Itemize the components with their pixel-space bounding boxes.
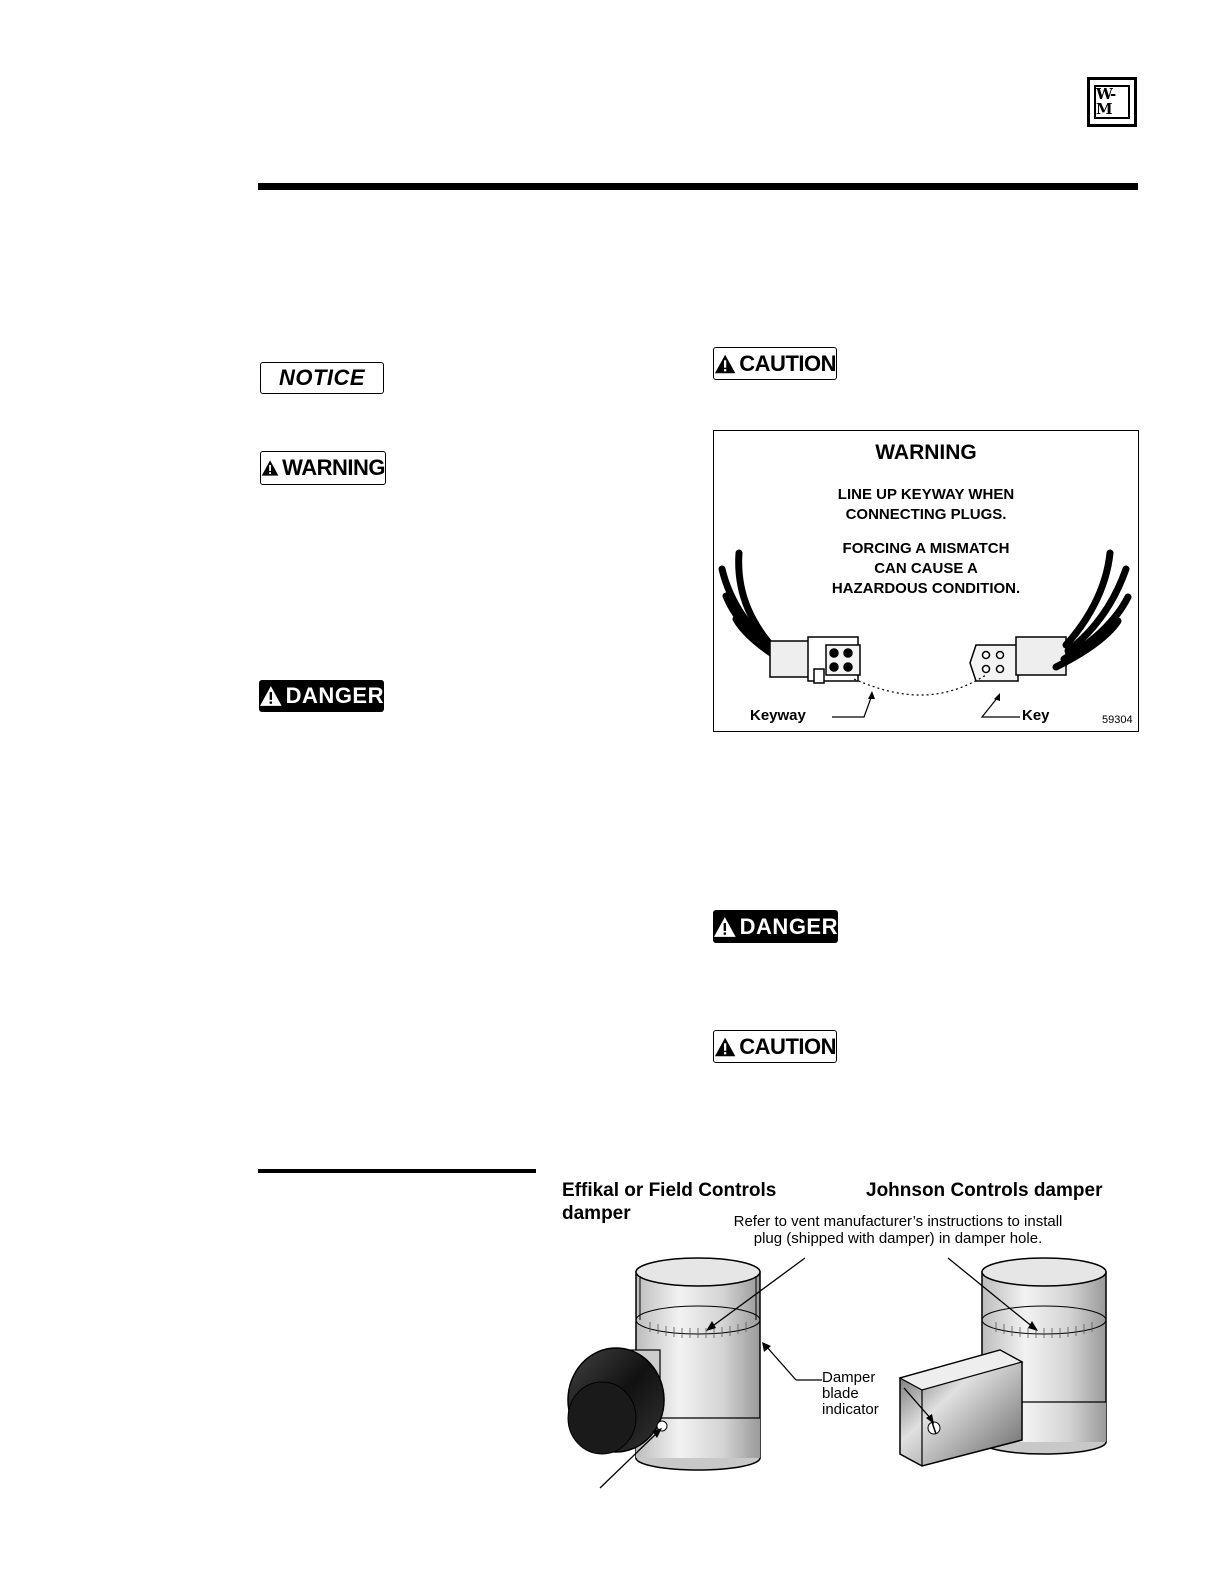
- instruction-line: Refer to vent manufacturer’s instructions to install: [733, 1213, 1063, 1230]
- danger-label: DANGER: [739, 913, 838, 939]
- indicator-line: blade: [822, 1385, 859, 1402]
- label-instruction: [714, 485, 1138, 525]
- left-plug-icon: [770, 637, 860, 683]
- plug-connector-illustration: [714, 541, 1138, 731]
- key-label: Key: [1022, 707, 1050, 724]
- notice-label: NOTICE: [278, 365, 366, 390]
- warning-triangle-icon: [714, 1036, 736, 1058]
- warning-triangle-icon: [714, 353, 736, 375]
- danger-badge: [259, 680, 384, 712]
- keyway-label: Keyway: [750, 707, 806, 724]
- johnson-damper-icon: [900, 1258, 1106, 1466]
- logo-mark: W-M: [1094, 85, 1130, 119]
- label-line: FORCING A MISMATCH: [842, 540, 1010, 557]
- figure-code: 59304: [1102, 714, 1133, 726]
- warning-triangle-icon: [261, 457, 279, 479]
- company-logo: [1087, 77, 1137, 127]
- danger-label: DANGER: [285, 683, 384, 708]
- warning-triangle-icon: [713, 916, 737, 938]
- keyway-pointer: [832, 695, 872, 717]
- instruction-line: plug (shipped with damper) in damper hole.: [753, 1230, 1043, 1247]
- notice-badge: [260, 362, 384, 394]
- warning-triangle-icon: [259, 685, 283, 707]
- section-rule: [258, 1169, 536, 1173]
- effikal-damper-title: Effikal or Field Controls damper: [562, 1180, 777, 1224]
- alignment-arc: [854, 675, 986, 695]
- indicator-line: Damper: [822, 1369, 876, 1386]
- label-line: CONNECTING PLUGS.: [845, 506, 1007, 523]
- plug-warning-label: [713, 430, 1139, 732]
- label-line: LINE UP KEYWAY WHEN: [837, 486, 1015, 503]
- caution-label: CAUTION: [739, 1033, 836, 1059]
- johnson-damper-title: Johnson Controls damper: [866, 1180, 1103, 1201]
- right-wires-icon: [1056, 553, 1128, 667]
- caution-badge: [713, 347, 837, 380]
- damper-indicator-label: [822, 1370, 879, 1418]
- right-plug-icon: [970, 637, 1066, 681]
- caution-badge: [713, 1030, 837, 1063]
- indicator-line: indicator: [822, 1401, 879, 1418]
- damper-instruction: [698, 1213, 1098, 1247]
- header-rule: [258, 183, 1138, 190]
- caution-label: CAUTION: [739, 350, 836, 376]
- label-line: HAZARDOUS CONDITION.: [831, 580, 1021, 597]
- warning-label: WARNING: [282, 455, 385, 480]
- danger-badge: [713, 910, 838, 943]
- label-title: WARNING: [875, 441, 977, 464]
- label-line: CAN CAUSE A: [874, 560, 978, 577]
- warning-badge: [260, 451, 386, 485]
- effikal-damper-icon: [568, 1258, 760, 1470]
- key-pointer: [982, 697, 1020, 717]
